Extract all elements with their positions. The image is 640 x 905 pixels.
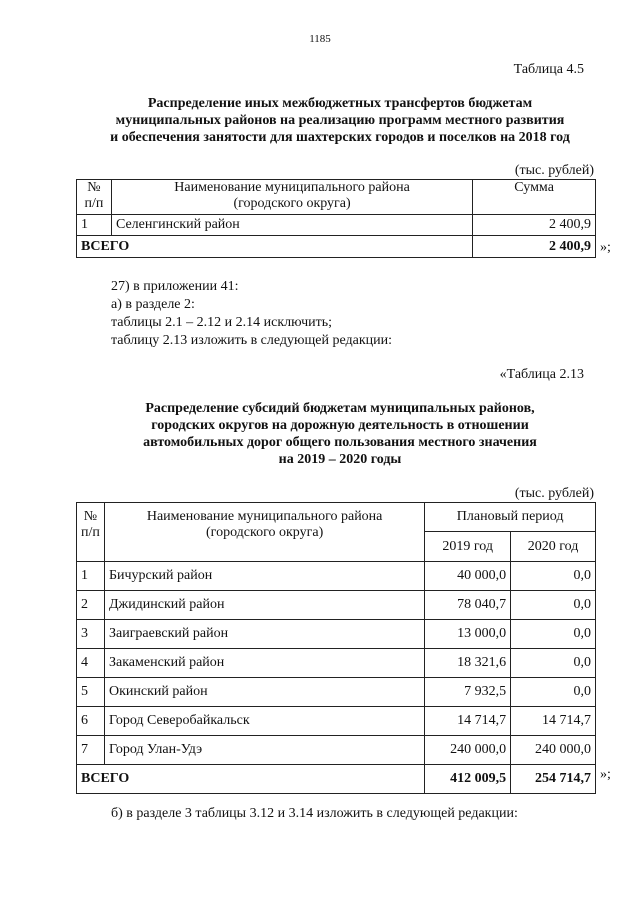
transfers-table xyxy=(76,179,596,258)
row-name: Джидинский район xyxy=(104,591,424,620)
title-line: и обеспечения занятости для шахтерских городов и поселков на 2018 год xyxy=(110,130,570,145)
paragraph-line: таблицу 2.13 изложить в следующей редакции: xyxy=(111,333,393,348)
row-num: 4 xyxy=(77,649,105,678)
row-num: 6 xyxy=(77,707,105,736)
paragraph-block xyxy=(111,278,392,350)
total-label: ВСЕГО xyxy=(77,236,473,258)
table-row xyxy=(77,678,596,707)
title-line: автомобильных дорог общего пользования местного значения xyxy=(143,435,537,450)
table-row xyxy=(77,707,596,736)
unit-label: (тыс. рублей) xyxy=(514,486,594,501)
footer-paragraph: б) в разделе 3 таблицы 3.12 и 3.14 изложить в следующей редакции: xyxy=(111,806,518,821)
row-num: 7 xyxy=(77,736,105,765)
header-period: Плановый период xyxy=(425,503,596,532)
table-title xyxy=(80,400,600,468)
paragraph-line: 27) в приложении 41: xyxy=(111,279,239,294)
row-2019: 240 000,0 xyxy=(425,736,511,765)
row-2019: 7 932,5 xyxy=(425,678,511,707)
row-2019: 18 321,6 xyxy=(425,649,511,678)
total-sum: 2 400,9 xyxy=(473,236,596,258)
page-number: 1185 xyxy=(309,33,331,45)
row-2020: 14 714,7 xyxy=(511,707,596,736)
header-sum: Сумма xyxy=(473,180,596,215)
title-line: Распределение субсидий бюджетам муниципальных районов, xyxy=(145,401,535,416)
title-line: на 2019 – 2020 годы xyxy=(278,452,402,467)
row-num: 1 xyxy=(77,215,112,236)
header-name: Наименование муниципального района (городского округа) xyxy=(104,503,424,562)
table-title xyxy=(80,95,600,146)
total-2019: 412 009,5 xyxy=(425,765,511,794)
table-row xyxy=(77,215,596,236)
table-row xyxy=(77,562,596,591)
row-num: 5 xyxy=(77,678,105,707)
paragraph-line: таблицы 2.1 – 2.12 и 2.14 исключить; xyxy=(111,315,332,330)
paragraph-line: а) в разделе 2: xyxy=(111,297,195,312)
row-2019: 13 000,0 xyxy=(425,620,511,649)
header-num: № п/п xyxy=(77,180,112,215)
table-label: Таблица 4.5 xyxy=(513,62,584,77)
title-line: муниципальных районов на реализацию программ местного развития xyxy=(115,113,565,128)
table-row xyxy=(77,736,596,765)
total-2020: 254 714,7 xyxy=(511,765,596,794)
row-num: 2 xyxy=(77,591,105,620)
title-line: городских округов на дорожную деятельность в отношении xyxy=(151,418,529,433)
title-line: Распределение иных межбюджетных трансфертов бюджетам xyxy=(147,96,533,111)
row-name: Заиграевский район xyxy=(104,620,424,649)
row-2019: 40 000,0 xyxy=(425,562,511,591)
total-label: ВСЕГО xyxy=(77,765,425,794)
subsidies-table xyxy=(76,502,596,794)
row-name: Селенгинский район xyxy=(111,215,472,236)
row-2020: 240 000,0 xyxy=(511,736,596,765)
table-label: «Таблица 2.13 xyxy=(499,367,584,382)
row-sum: 2 400,9 xyxy=(473,215,596,236)
row-name: Закаменский район xyxy=(104,649,424,678)
table-row xyxy=(77,649,596,678)
row-2020: 0,0 xyxy=(511,591,596,620)
table-row xyxy=(77,620,596,649)
total-row xyxy=(77,236,596,258)
row-name: Город Улан-Удэ xyxy=(104,736,424,765)
header-2020: 2020 год xyxy=(511,532,596,562)
row-2020: 0,0 xyxy=(511,649,596,678)
row-2019: 78 040,7 xyxy=(425,591,511,620)
header-name: Наименование муниципального района (городского округа) xyxy=(111,180,472,215)
total-row xyxy=(77,765,596,794)
header-num: № п/п xyxy=(77,503,105,562)
row-name: Бичурский район xyxy=(104,562,424,591)
unit-label: (тыс. рублей) xyxy=(514,163,594,178)
row-num: 1 xyxy=(77,562,105,591)
header-2019: 2019 год xyxy=(425,532,511,562)
row-name: Город Северобайкальск xyxy=(104,707,424,736)
row-2019: 14 714,7 xyxy=(425,707,511,736)
quote-suffix: »; xyxy=(600,767,611,782)
table-row xyxy=(77,591,596,620)
row-2020: 0,0 xyxy=(511,678,596,707)
row-name: Окинский район xyxy=(104,678,424,707)
row-2020: 0,0 xyxy=(511,620,596,649)
quote-suffix: »; xyxy=(600,240,611,255)
row-2020: 0,0 xyxy=(511,562,596,591)
row-num: 3 xyxy=(77,620,105,649)
